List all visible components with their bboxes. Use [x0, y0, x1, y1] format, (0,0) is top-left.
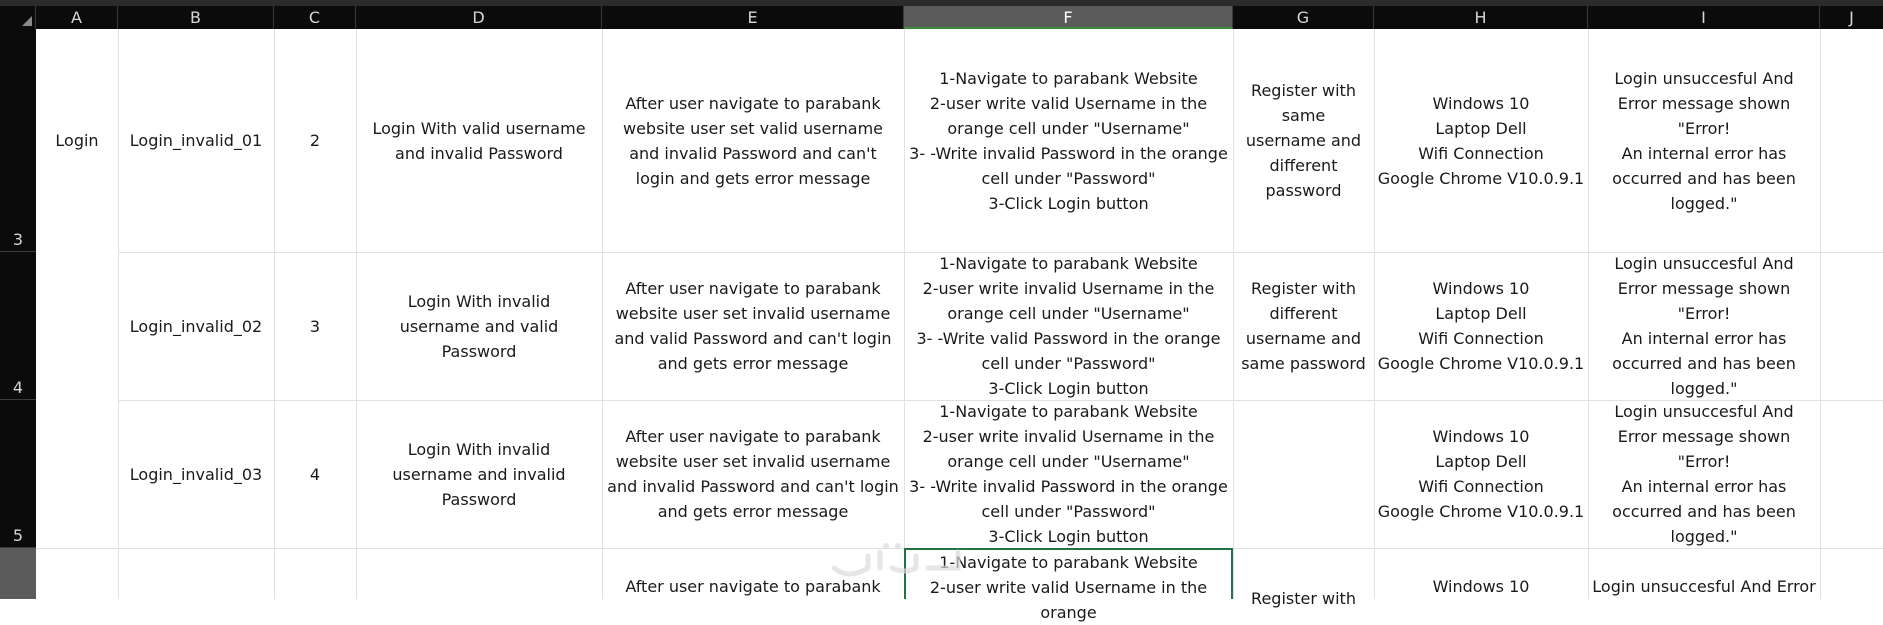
- column-header-a[interactable]: A: [36, 6, 118, 29]
- cell-c4[interactable]: 3: [309, 316, 321, 336]
- select-all-triangle-icon: [22, 16, 32, 26]
- row-header-4[interactable]: 4: [0, 252, 36, 400]
- select-all-button[interactable]: [0, 6, 36, 29]
- cell-h5[interactable]: Windows 10 Laptop Dell Wifi Connection Google Chrome V10.0.9.1: [1377, 427, 1585, 521]
- cell-i6[interactable]: Login unsuccesful And Error: [1592, 577, 1816, 596]
- cell-b4[interactable]: Login_invalid_02: [129, 316, 263, 336]
- cell-f6-active[interactable]: 1-Navigate to parabank Website 2-user write valid Username in the orange: [904, 548, 1233, 599]
- cell-d3[interactable]: Login With valid username and invalid Password: [372, 118, 586, 163]
- column-header-b[interactable]: B: [118, 6, 274, 29]
- cell-i4[interactable]: Login unsuccesful And Error message shown "Error! An internal error has occurred and has been logged.": [1612, 254, 1796, 398]
- column-header-g[interactable]: G: [1233, 6, 1374, 29]
- cell-h6[interactable]: Windows 10: [1432, 577, 1530, 596]
- column-header-h[interactable]: H: [1374, 6, 1588, 29]
- cell-e3[interactable]: After user navigate to parabank website user set valid username and invalid Password and can't login and gets error message: [623, 93, 883, 188]
- cell-f3[interactable]: 1-Navigate to parabank Website 2-user write valid Username in the orange cell under "Username" 3- -Write invalid Password in the orange cell under "Password" 3-Click Login button: [909, 68, 1228, 213]
- column-header-c[interactable]: C: [274, 6, 356, 29]
- cell-i3[interactable]: Login unsuccesful And Error message shown "Error! An internal error has occurred and has been logged.": [1612, 68, 1796, 213]
- row-header-5[interactable]: 5: [0, 400, 36, 548]
- row-header-6[interactable]: [0, 548, 36, 599]
- row-header-3[interactable]: 3: [0, 29, 36, 252]
- cell-c3[interactable]: 2: [309, 131, 321, 150]
- cell-c5[interactable]: 4: [309, 464, 321, 484]
- cell-e4[interactable]: After user navigate to parabank website user set invalid username and valid Password and can't login and gets error message: [614, 279, 892, 373]
- cell-a3-merged[interactable]: Login: [55, 131, 99, 150]
- column-header-e[interactable]: E: [602, 6, 904, 29]
- cell-h3[interactable]: Windows 10 Laptop Dell Wifi Connection Google Chrome V10.0.9.1: [1377, 93, 1585, 188]
- cell-e6[interactable]: After user navigate to parabank: [625, 577, 881, 596]
- cell-h4[interactable]: Windows 10 Laptop Dell Wifi Connection Google Chrome V10.0.9.1: [1377, 279, 1585, 373]
- watermark-logo: [828, 534, 968, 584]
- cell-d5[interactable]: Login With invalid username and invalid Password: [392, 439, 566, 509]
- column-header-d[interactable]: D: [356, 6, 602, 29]
- cell-g6[interactable]: Register with: [1251, 589, 1356, 608]
- cell-e5[interactable]: After user navigate to parabank website user set invalid username and invalid Password and can't login and gets error message: [607, 427, 899, 521]
- column-header-i[interactable]: I: [1588, 6, 1820, 29]
- cell-b3[interactable]: Login_invalid_01: [129, 131, 263, 150]
- watermark-icon: [828, 534, 968, 584]
- gridline: [1820, 29, 1821, 599]
- cell-g5[interactable]: [1233, 400, 1374, 548]
- cell-g4[interactable]: Register with different username and same password: [1241, 279, 1366, 373]
- column-header-f[interactable]: F: [904, 6, 1233, 29]
- cell-g3[interactable]: Register with same username and different password: [1245, 81, 1362, 200]
- cell-f4[interactable]: 1-Navigate to parabank Website 2-user write invalid Username in the orange cell under "Username" 3- -Write valid Password in the orange cell under "Password" 3-Click Login button: [916, 254, 1221, 398]
- column-header-j[interactable]: J: [1849, 8, 1854, 27]
- cell-b5[interactable]: Login_invalid_03: [129, 464, 263, 484]
- cell-i5[interactable]: Login unsuccesful And Error message shown "Error! An internal error has occurred and has been logged.": [1612, 402, 1796, 546]
- cell-f5[interactable]: 1-Navigate to parabank Website 2-user write invalid Username in the orange cell under "Username" 3- -Write invalid Password in the orange cell under "Password" 3-Click Login button: [909, 402, 1228, 546]
- cell-d4[interactable]: Login With invalid username and valid Password: [399, 291, 559, 361]
